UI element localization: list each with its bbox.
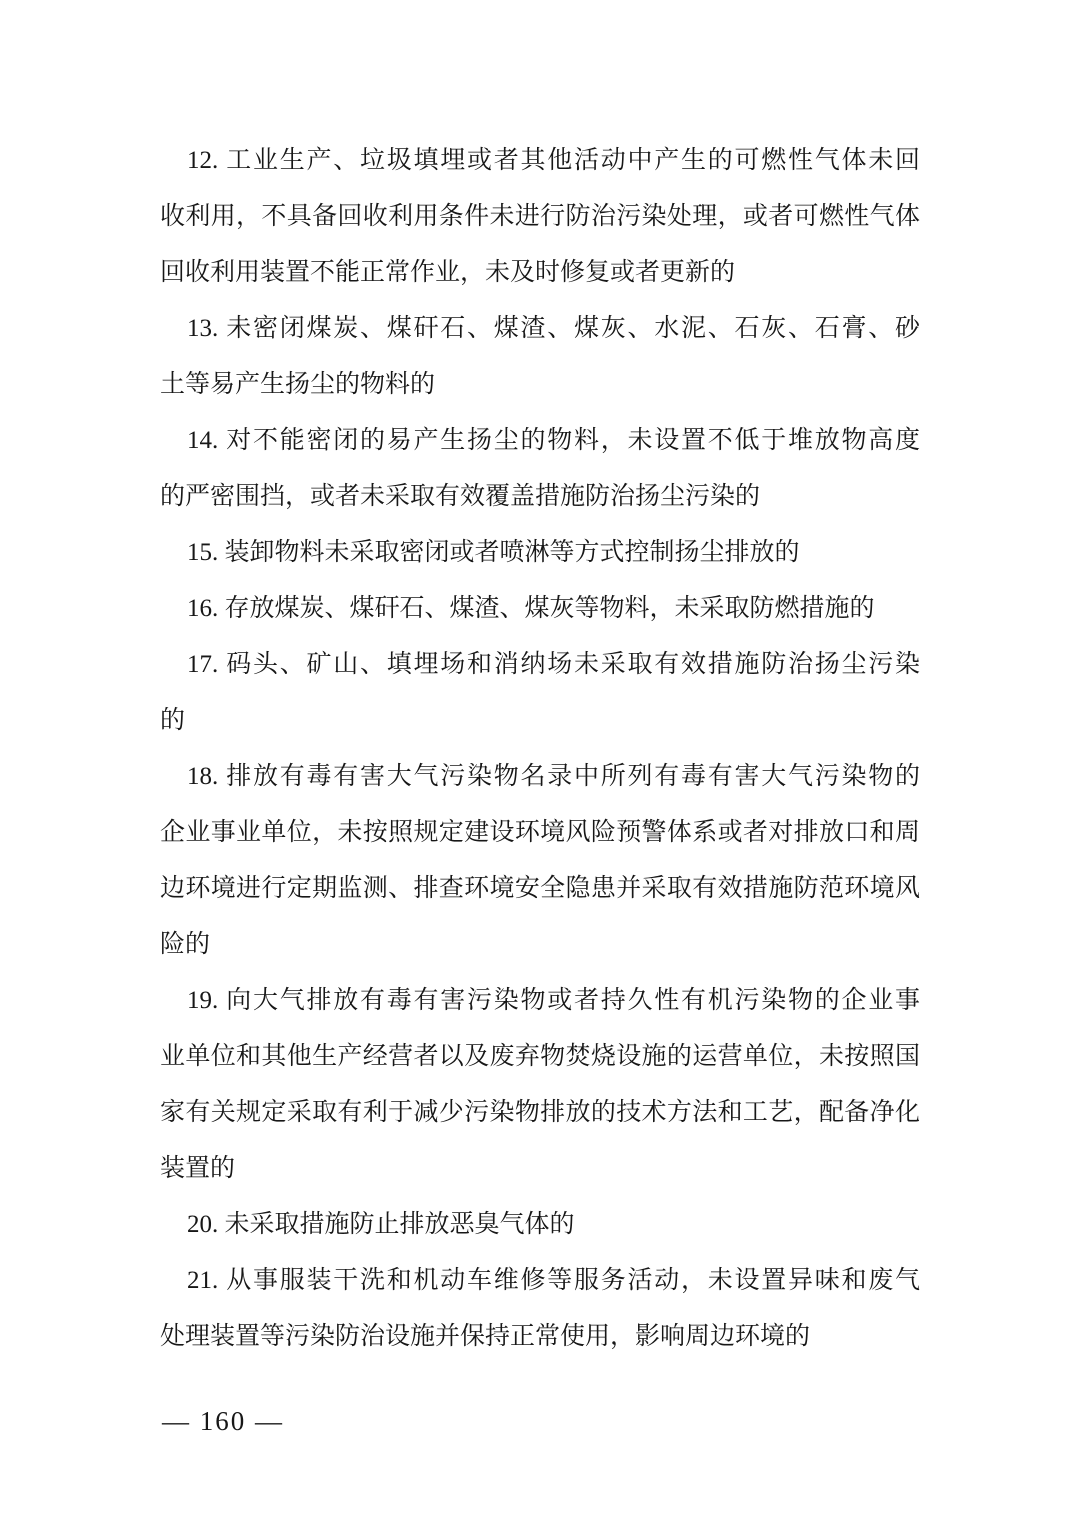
text-line: 险的 <box>160 931 211 958</box>
list-item-18 <box>160 749 920 973</box>
text-line: 16. 存放煤炭、煤矸石、煤渣、煤灰等物料，未采取防燃措施的 <box>187 595 875 622</box>
list-item-12 <box>160 133 920 301</box>
text-line: 业单位和其他生产经营者以及废弃物焚烧设施的运营单位，未按照国 <box>160 1043 920 1070</box>
list-item-21 <box>160 1253 920 1365</box>
list-item-15 <box>160 525 920 581</box>
page-number: — 160 — <box>162 1406 284 1436</box>
text-line: 收利用，不具备回收利用条件未进行防治污染处理，或者可燃性气体 <box>160 203 920 230</box>
text-line: 土等易产生扬尘的物料的 <box>160 371 436 398</box>
text-line: 的 <box>160 707 186 734</box>
text-line: 12. 工业生产、垃圾填埋或者其他活动中产生的可燃性气体未回 <box>187 147 920 174</box>
text-line: 20. 未采取措施防止排放恶臭气体的 <box>187 1211 575 1238</box>
text-line: 家有关规定采取有利于减少污染物排放的技术方法和工艺，配备净化 <box>160 1099 920 1126</box>
list-item-14 <box>160 413 920 525</box>
text-line: 15. 装卸物料未采取密闭或者喷淋等方式控制扬尘排放的 <box>187 539 800 566</box>
text-line: 的严密围挡，或者未采取有效覆盖措施防治扬尘污染的 <box>160 483 761 510</box>
text-line: 14. 对不能密闭的易产生扬尘的物料，未设置不低于堆放物高度 <box>187 427 920 454</box>
list-item-16 <box>160 581 920 637</box>
text-line: 处理装置等污染防治设施并保持正常使用，影响周边环境的 <box>160 1323 811 1350</box>
list-item-20 <box>160 1197 920 1253</box>
list-item-19 <box>160 973 920 1197</box>
text-line: 回收利用装置不能正常作业，未及时修复或者更新的 <box>160 259 736 286</box>
text-line: 边环境进行定期监测、排查环境安全隐患并采取有效措施防范环境风 <box>160 875 920 902</box>
text-line: 装置的 <box>160 1155 236 1182</box>
text-line: 13. 未密闭煤炭、煤矸石、煤渣、煤灰、水泥、石灰、石膏、砂 <box>187 315 920 342</box>
text-line: 21. 从事服装干洗和机动车维修等服务活动，未设置异味和废气 <box>187 1267 920 1294</box>
text-line: 19. 向大气排放有毒有害污染物或者持久性有机污染物的企业事 <box>187 987 920 1014</box>
list-item-13 <box>160 301 920 413</box>
list-item-17 <box>160 637 920 749</box>
document-text-block <box>160 133 920 1365</box>
text-line: 企业事业单位，未按照规定建设环境风险预警体系或者对排放口和周 <box>160 819 920 846</box>
text-line: 17. 码头、矿山、填埋场和消纳场未采取有效措施防治扬尘污染 <box>187 651 920 678</box>
text-line: 18. 排放有毒有害大气污染物名录中所列有毒有害大气污染物的 <box>187 763 920 790</box>
